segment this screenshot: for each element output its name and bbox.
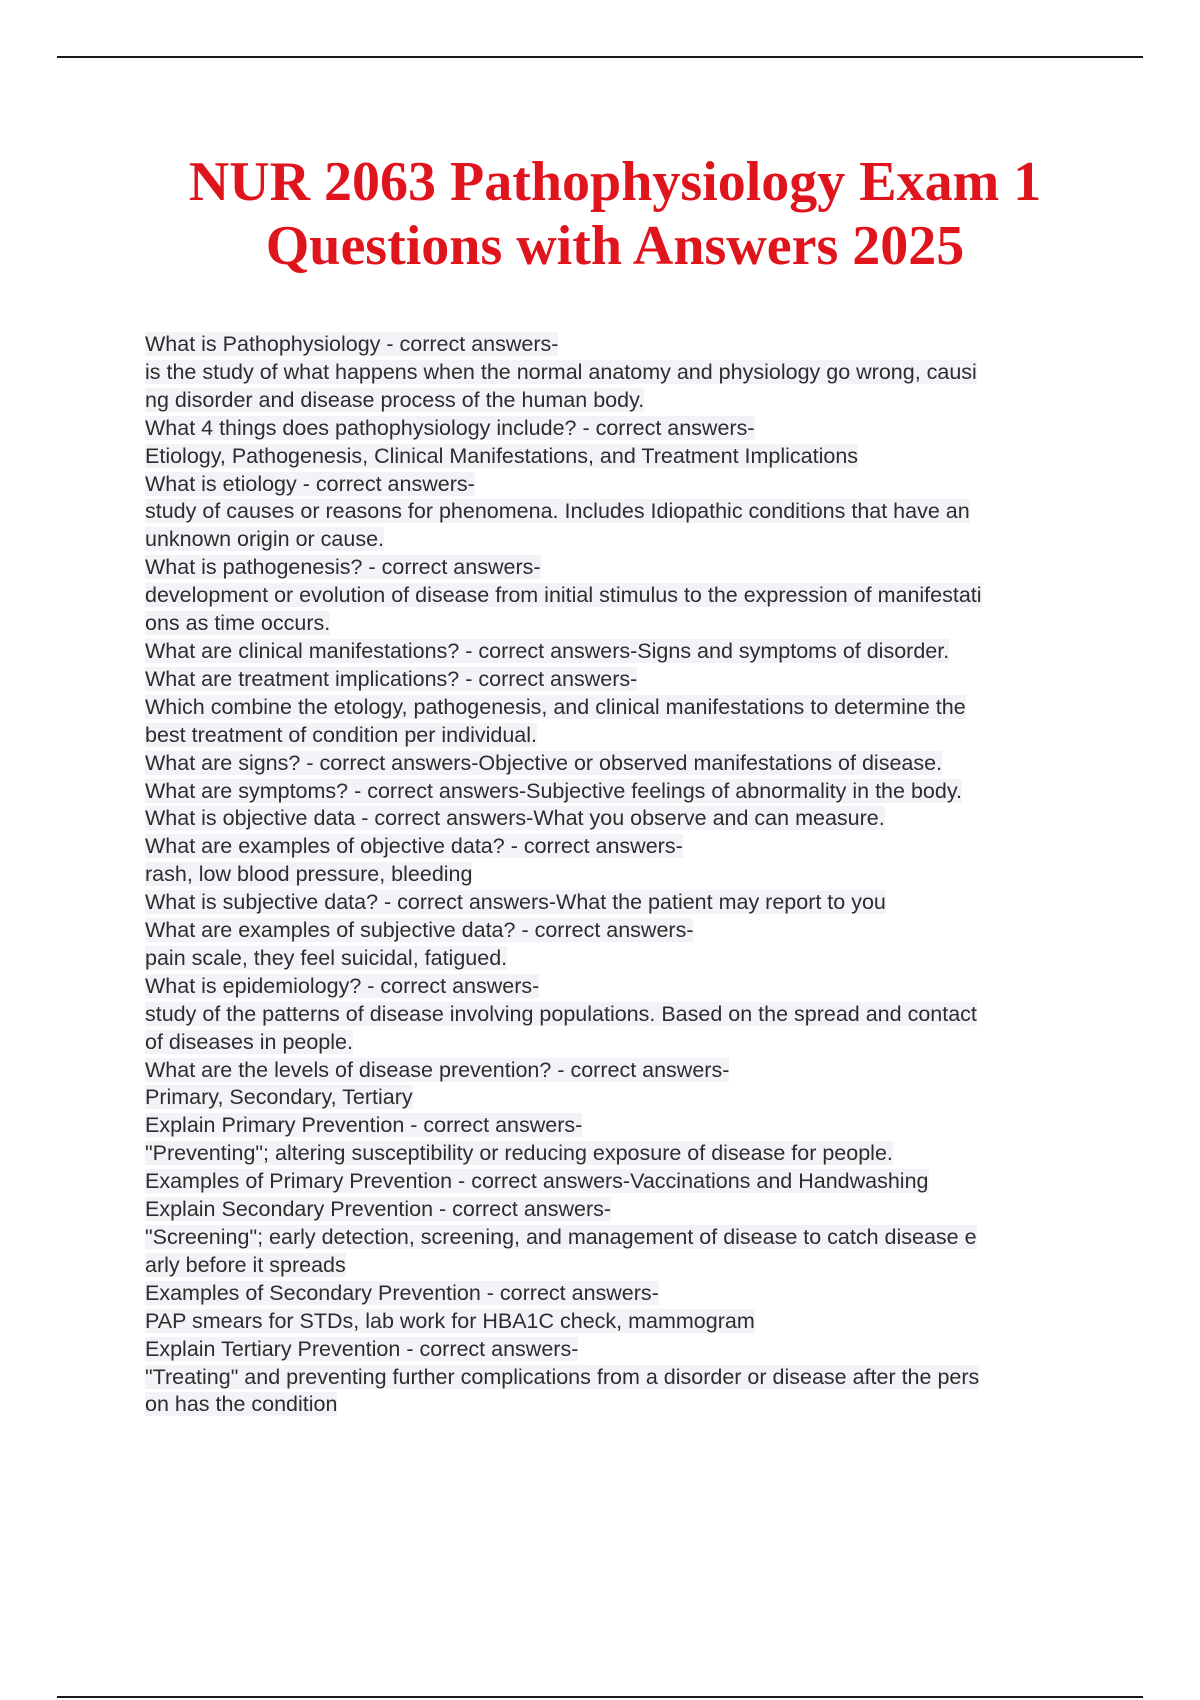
text-line: Which combine the etology, pathogenesis, and clinical manifestations to determine the	[145, 694, 966, 719]
text-line: "Preventing"; altering susceptibility or reducing exposure of disease for people.	[145, 1141, 893, 1166]
text-line: on has the condition	[145, 1392, 338, 1417]
text-line: study of causes or reasons for phenomena. Includes Idiopathic conditions that have an	[145, 499, 970, 524]
text-line: development or evolution of disease from initial stimulus to the expression of manifestati	[145, 583, 982, 608]
text-line: Explain Primary Prevention - correct answers-	[145, 1113, 583, 1138]
text-line: unknown origin or cause.	[145, 527, 385, 552]
text-line: arly before it spreads	[145, 1252, 346, 1277]
text-line: of diseases in people.	[145, 1029, 353, 1054]
text-line: "Screening"; early detection, screening, and management of disease to catch disease e	[145, 1225, 977, 1249]
text-line: Explain Tertiary Prevention - correct answers-	[145, 1336, 579, 1361]
text-line: What are clinical manifestations? - correct answers-Signs and symptoms of disorder.	[145, 638, 950, 663]
text-line: Examples of Primary Prevention - correct answers-Vaccinations and Handwashing	[145, 1169, 929, 1194]
text-line: rash, low blood pressure, bleeding	[145, 862, 473, 887]
title-line-1: NUR 2063 Pathophysiology Exam 1	[188, 151, 1042, 213]
bottom-rule	[57, 1696, 1143, 1698]
text-line: Explain Secondary Prevention - correct answers-	[145, 1197, 612, 1222]
top-rule	[57, 56, 1143, 58]
text-line: ons as time occurs.	[145, 611, 331, 636]
text-line: What are symptoms? - correct answers-Subjective feelings of abnormality in the body.	[145, 778, 962, 803]
text-line: What are treatment implications? - correct answers-	[145, 666, 638, 691]
text-line: What is objective data - correct answers-What you observe and can measure.	[145, 806, 885, 831]
text-line: Etiology, Pathogenesis, Clinical Manifestations, and Treatment Implications	[145, 443, 859, 468]
document-title	[0, 150, 1200, 278]
text-line: What are the levels of disease prevention? - correct answers-	[145, 1057, 730, 1082]
text-line: Primary, Secondary, Tertiary	[145, 1085, 413, 1110]
qa-body	[145, 331, 1095, 1419]
text-line: What is pathogenesis? - correct answers-	[145, 555, 541, 580]
text-line: study of the patterns of disease involving populations. Based on the spread and contact	[145, 1001, 977, 1026]
text-line: ng disorder and disease process of the human body.	[145, 387, 645, 412]
text-line: What is subjective data? - correct answers-What the patient may report to you	[145, 890, 886, 915]
text-line: What is epidemiology? - correct answers-	[145, 973, 540, 998]
text-line: What 4 things does pathophysiology include? - correct answers-	[145, 415, 755, 440]
text-line: "Treating" and preventing further complications from a disorder or disease after the pers	[145, 1364, 980, 1389]
text-line: What are examples of objective data? - correct answers-	[145, 834, 683, 859]
text-line: Examples of Secondary Prevention - correct answers-	[145, 1280, 659, 1305]
text-line: What is etiology - correct answers-	[145, 471, 475, 496]
text-line: What are signs? - correct answers-Objective or observed manifestations of disease.	[145, 750, 943, 775]
text-line: best treatment of condition per individual.	[145, 722, 538, 747]
text-line: What are examples of subjective data? - correct answers-	[145, 918, 694, 943]
text-line: What is Pathophysiology - correct answers-	[145, 332, 559, 356]
text-line: pain scale, they feel suicidal, fatigued.	[145, 945, 508, 970]
text-line: is the study of what happens when the normal anatomy and physiology go wrong, causi	[145, 359, 977, 384]
text-line: PAP smears for STDs, lab work for HBA1C check, mammogram	[145, 1308, 755, 1333]
title-line-2: Questions with Answers 2025	[265, 215, 965, 277]
